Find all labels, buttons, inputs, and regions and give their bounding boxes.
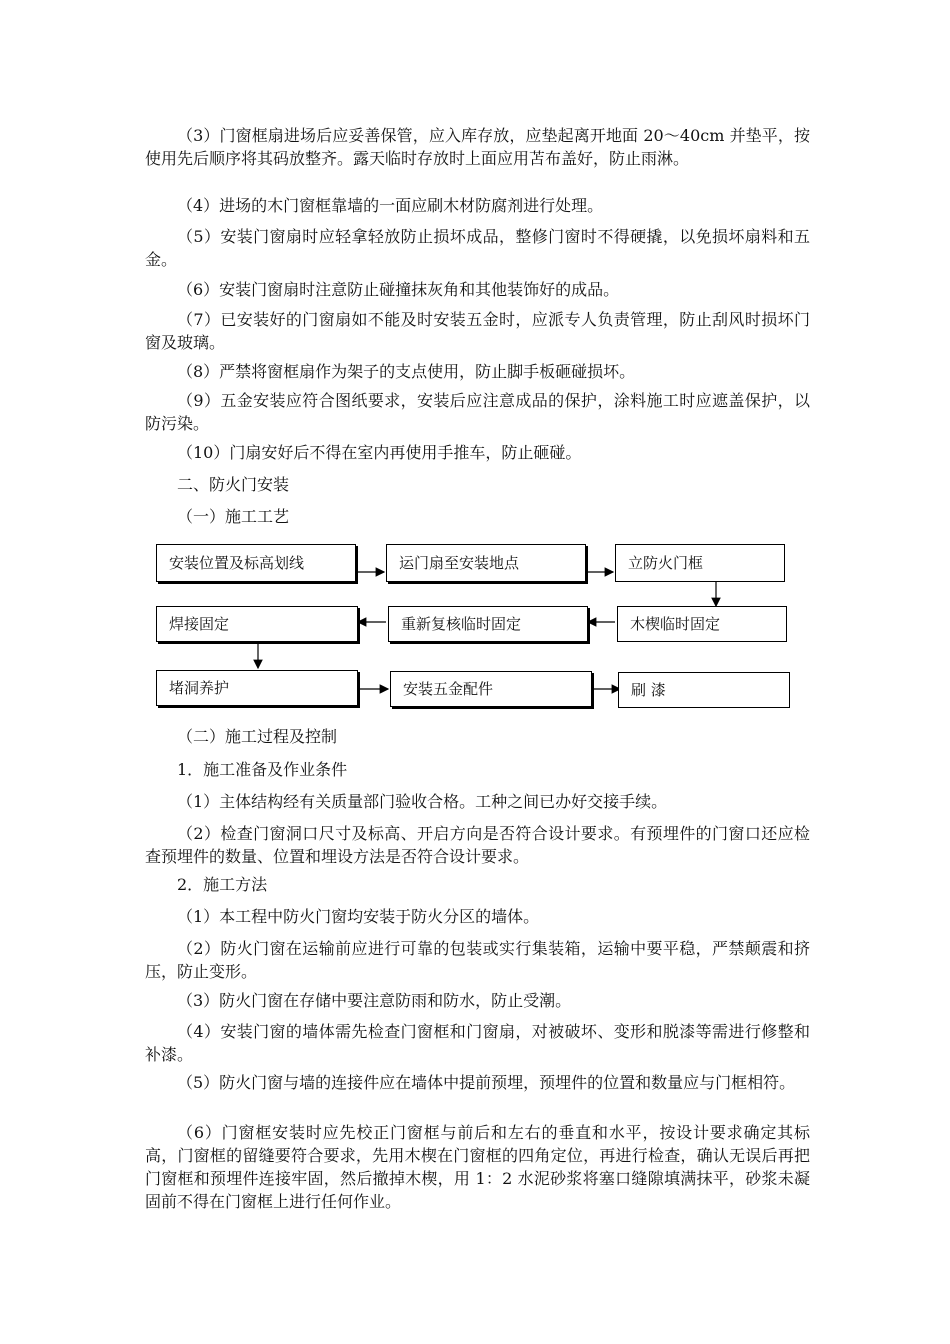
flow-step-welding: 焊接固定 [156, 606, 358, 642]
paragraph-preservative: （4）进场的木门窗框靠墙的一面应刷木材防腐剂进行处理。 [177, 196, 604, 215]
process-flowchart [150, 538, 800, 718]
flow-step-paint: 刷 漆 [618, 672, 790, 708]
subheading-process: （一）施工工艺 [177, 507, 290, 526]
flow-step-recheck: 重新复核临时固定 [388, 606, 588, 642]
paragraph-no-cart: （10）门扇安好后不得在室内再使用手推车，防止砸碰。 [177, 443, 582, 462]
paragraph-method-1: （1）本工程中防火门窗均安装于防火分区的墙体。 [177, 907, 540, 926]
paragraph-method-6: （6）门窗框安装时应先校正门窗框与前后和左右的垂直和水平，按设计要求确定其标高，门窗框的留缝要符合要求，先用木楔在门窗框的四角定位，再进行检查，确认无误后再把门窗框和预埋件连接牢固，然后撤掉木楔，用 1：2 水泥砂浆将塞口缝隙填满抹平，砂浆未凝固前不得在门窗框上进行任何作业。 [145, 1123, 810, 1211]
flow-step-transport: 运门扇至安装地点 [386, 544, 586, 582]
flow-step-hardware: 安装五金配件 [390, 671, 592, 707]
section-heading-fire-door: 二、防火门安装 [177, 475, 290, 494]
paragraph-hardware-management: （7）已安装好的门窗扇如不能及时安装五金时，应派专人负责管理，防止刮风时损坏门窗及玻璃。 [145, 310, 810, 352]
paragraph-structure-accepted: （1）主体结构经有关质量部门验收合格。工种之间已办好交接手续。 [177, 792, 668, 811]
flow-step-wedge-fix: 木楔临时固定 [617, 606, 787, 642]
heading-method: 2．施工方法 [177, 875, 268, 894]
paragraph-storage: （3）门窗框扇进场后应妥善保管，应入库存放，应垫起离开地面 20～40cm 并垫平，按使用先后顺序将其码放整齐。露天临时存放时上面应用苫布盖好，防止雨淋。 [145, 126, 810, 168]
heading-preparation: 1．施工准备及作业条件 [177, 760, 348, 779]
paragraph-method-4: （4）安装门窗的墙体需先检查门窗框和门窗扇，对被破坏、变形和脱漆等需进行修整和补漆。 [145, 1022, 810, 1064]
paragraph-avoid-collision: （6）安装门窗扇时注意防止碰撞抹灰角和其他装饰好的成品。 [177, 280, 620, 299]
paragraph-check-openings: （2）检查门窗洞口尺寸及标高、开启方向是否符合设计要求。有预埋件的门窗口还应检查预埋件的数量、位置和埋设方法是否符合设计要求。 [145, 824, 810, 866]
flow-step-marking: 安装位置及标高划线 [156, 544, 356, 582]
paragraph-method-3: （3）防火门窗在存储中要注意防雨和防水，防止受潮。 [177, 991, 572, 1010]
paragraph-hardware-install: （9）五金安装应符合图纸要求，安装后应注意成品的保护，涂料施工时应遮盖保护，以防污染。 [145, 391, 810, 433]
subheading-control: （二）施工过程及控制 [177, 727, 338, 746]
paragraph-method-2: （2）防火门窗在运输前应进行可靠的包装或实行集装箱，运输中要平稳，严禁颠震和挤压，防止变形。 [145, 939, 810, 981]
flow-step-erect-frame: 立防火门框 [615, 544, 785, 582]
paragraph-no-scaffold: （8）严禁将窗框扇作为架子的支点使用，防止脚手板砸碰损坏。 [177, 362, 636, 381]
paragraph-gentle-handling: （5）安装门窗扇时应轻拿轻放防止损坏成品，整修门窗时不得硬撬，以免损坏扇料和五金。 [145, 227, 810, 269]
paragraph-method-5: （5）防火门窗与墙的连接件应在墙体中提前预埋，预埋件的位置和数量应与门框相符。 [177, 1073, 796, 1092]
flow-step-plug-cure: 堵洞养护 [156, 670, 358, 706]
